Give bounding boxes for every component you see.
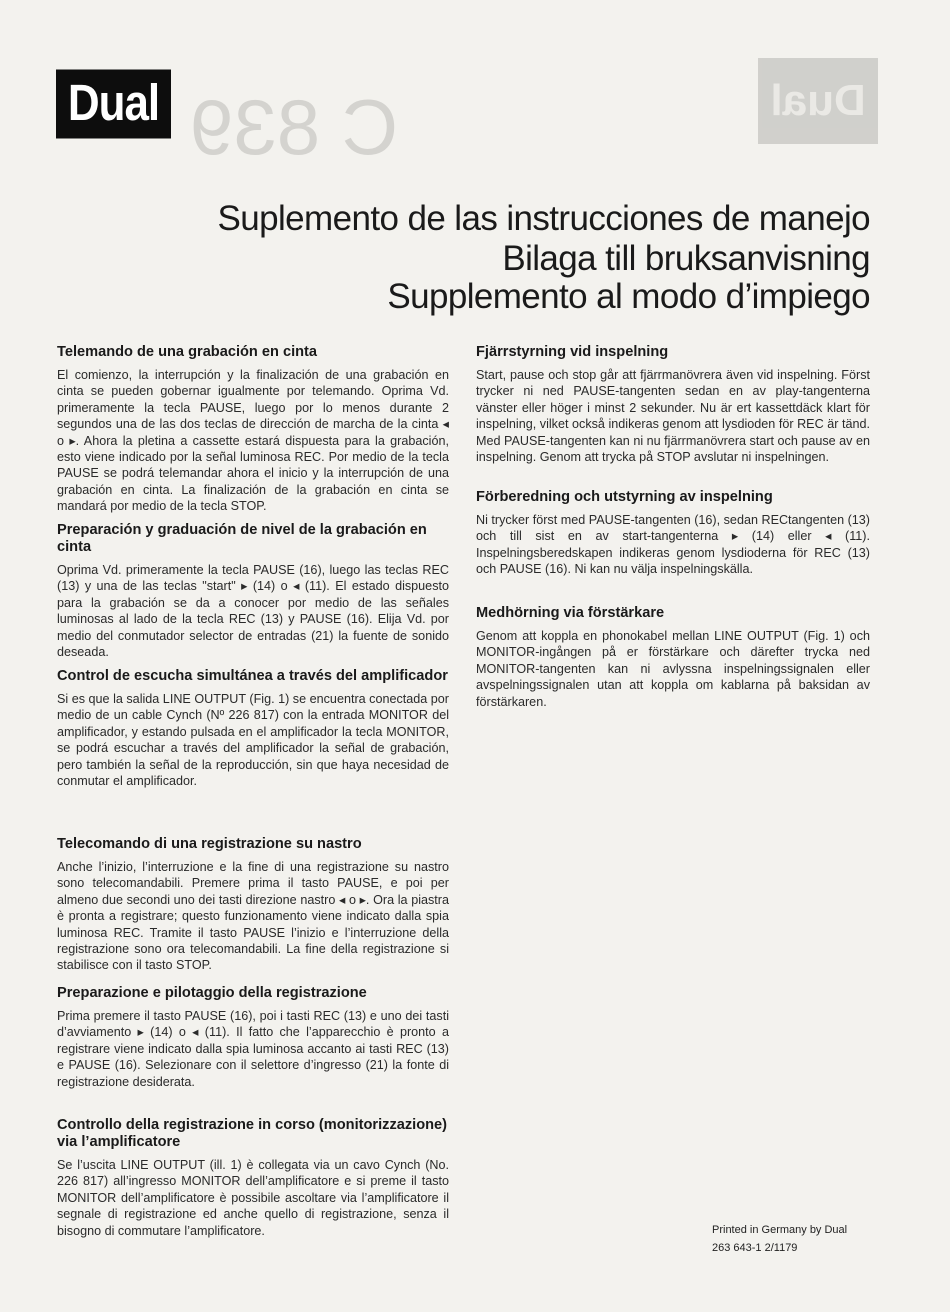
section-heading: Telecomando di una registrazione su nastro xyxy=(57,836,362,852)
section-sv-monitor xyxy=(476,605,870,710)
section-body: Prima premere il tasto PAUSE (16), poi i tasti REC (13) e uno dei tasti d’avviamento ▸ (14) o ◂ (11). Il fatto che l’apparecchio è pronto a registrare viene indicato dalla spia luminosa accanto ai tasti REC (13) e PAUSE (16). Selezionare con il selettore d’ingresso (21) la fonte di registrazione desiderata. xyxy=(57,1009,449,1089)
section-body: El comienzo, la interrupción y la finalización de una grabación en cinta se pueden gobernar igualmente por telemando. Oprima Vd. primeramente la tecla PAUSE, luego por lo menos durante 2 segundos una de las dos teclas de dirección de marcha de la cinta ◂ o ▸. Ahora la pletina a cassette estará dispuesta para la grabación, esto viene indicado por la señal luminosa REC. Por medio de la tecla PAUSE se podrá telemandar ahora el inicio y la interrupción de una grabación en cinta. La finalización de la grabación en cinta se mandará por medio de la tecla STOP. xyxy=(57,368,449,514)
title-italian: Supplemento al modo d’impiego xyxy=(387,277,870,316)
section-es-remote xyxy=(57,344,449,515)
section-body: Ni trycker först med PAUSE-tangenten (16), sedan RECtangenten (13) och till sist en av start-tangenterna ▸ (14) eller ◂ (11). Inspelningsberedskapen indikeras genom lysdioderna för REC (13) och PAUSE (16). Ni kan nu välja inspelningskälla. xyxy=(476,513,870,577)
section-sv-remote xyxy=(476,344,870,465)
section-heading: Controllo della registrazione in corso (monitorizzazione) via l’amplificatore xyxy=(57,1117,448,1150)
section-heading: Preparazione e pilotaggio della registrazione xyxy=(57,985,367,1001)
section-body: Si es que la salida LINE OUTPUT (Fig. 1) se encuentra conectada por medio de un cable Cynch (Nº 226 817) con la entrada MONITOR del amplificador, y estando pulsada en el amplificador la tecla MONITOR, se podrá escuchar a través del amplificador la señal de grabación, pero también la señal de la reproducción, sin que haya necesidad de conmutar el amplificador. xyxy=(57,692,449,789)
section-heading: Preparación y graduación de nivel de la grabación en cinta xyxy=(57,522,427,555)
section-it-monitor xyxy=(57,1117,449,1239)
section-heading: Förberedning och utstyrning av inspelning xyxy=(476,489,773,505)
section-body: Se l’uscita LINE OUTPUT (ill. 1) è collegata via un cavo Cynch (No. 226 817) all’ingresso MONITOR dell’amplificatore e si preme il tasto MONITOR dell’amplificatore è possibile ascoltare via l’amplificatore il segnale di registrazione ed anche quello di registrazione, senza il bisogno di commutare l’amplificatore. xyxy=(57,1158,449,1238)
printed-in-germany-note: Printed in Germany by Dual xyxy=(712,1224,848,1236)
section-body: Oprima Vd. primeramente la tecla PAUSE (16), luego las teclas REC (13) y una de las teclas "start" ▸ (14) o ◂ (11). El estado dispuesto para la grabación se da a conocer por medio de las señales luminosas al lado de la tecla REC (13) y PAUSE (16). Elija Vd. por medio del conmutador selector de entradas (21) la fuente de sonido deseada. xyxy=(57,563,449,660)
document-code: 263 643-1 2/1179 xyxy=(712,1242,798,1254)
section-it-preparation xyxy=(57,985,449,1090)
section-heading: Control de escucha simultánea a través del amplificador xyxy=(57,668,448,684)
section-body: Genom att koppla en phonokabel mellan LINE OUTPUT (Fig. 1) och MONITOR-ingången på er förstärkare och därefter trycka ned MONITOR-tangenten kan ni avlyssna inspelningssignalen eller avspelningssignalen utan att koppla om kablarna på baksidan av förstärkaren. xyxy=(476,629,870,709)
section-sv-preparation xyxy=(476,489,870,578)
section-it-remote xyxy=(57,836,449,974)
dual-logo: Dual xyxy=(56,70,171,139)
show-through-logo: Dual xyxy=(758,58,878,144)
section-heading: Fjärrstyrning vid inspelning xyxy=(476,344,669,360)
title-swedish: Bilaga till bruksanvisning xyxy=(502,239,870,278)
section-es-preparation xyxy=(57,522,449,660)
section-heading: Telemando de una grabación en cinta xyxy=(57,344,318,360)
section-es-monitor xyxy=(57,668,449,789)
section-body: Anche l’inizio, l’interruzione e la fine di una registrazione su nastro sono telecomandabili. Premere prima il tasto PAUSE, e poi per almeno due secondi uno dei tasti direzione nastro ◂ o ▸. Ora la piastra è pronta a registrare; questo funzionamento viene indicato dalla spia luminosa REC. Tramite il tasto PAUSE l’inizio e l’interruzione della registrazione sono ora telecomandabili. La fine della registrazione si stabilisce con il tasto STOP. xyxy=(57,860,449,973)
section-body: Start, pause och stop går att fjärrmanövrera även vid inspelning. Först trycker ni ned PAUSE-tangenten sedan en av play-tangenterna vänster eller höger i minst 2 sekunder. Nu är ert kassettdäck klart för inspelning, vilket också indikeras genom att lysdioden för REC är tänd. Med PAUSE-tangenten kan ni nu fjärrmanövrera start och pause av en inspelning. Genom att trycka på STOP avslutar ni inspelningen. xyxy=(476,368,870,465)
title-spanish: Suplemento de las instrucciones de manejo xyxy=(217,199,870,238)
section-heading: Medhörning via förstärkare xyxy=(476,605,665,621)
show-through-model: C 839 xyxy=(190,83,399,171)
